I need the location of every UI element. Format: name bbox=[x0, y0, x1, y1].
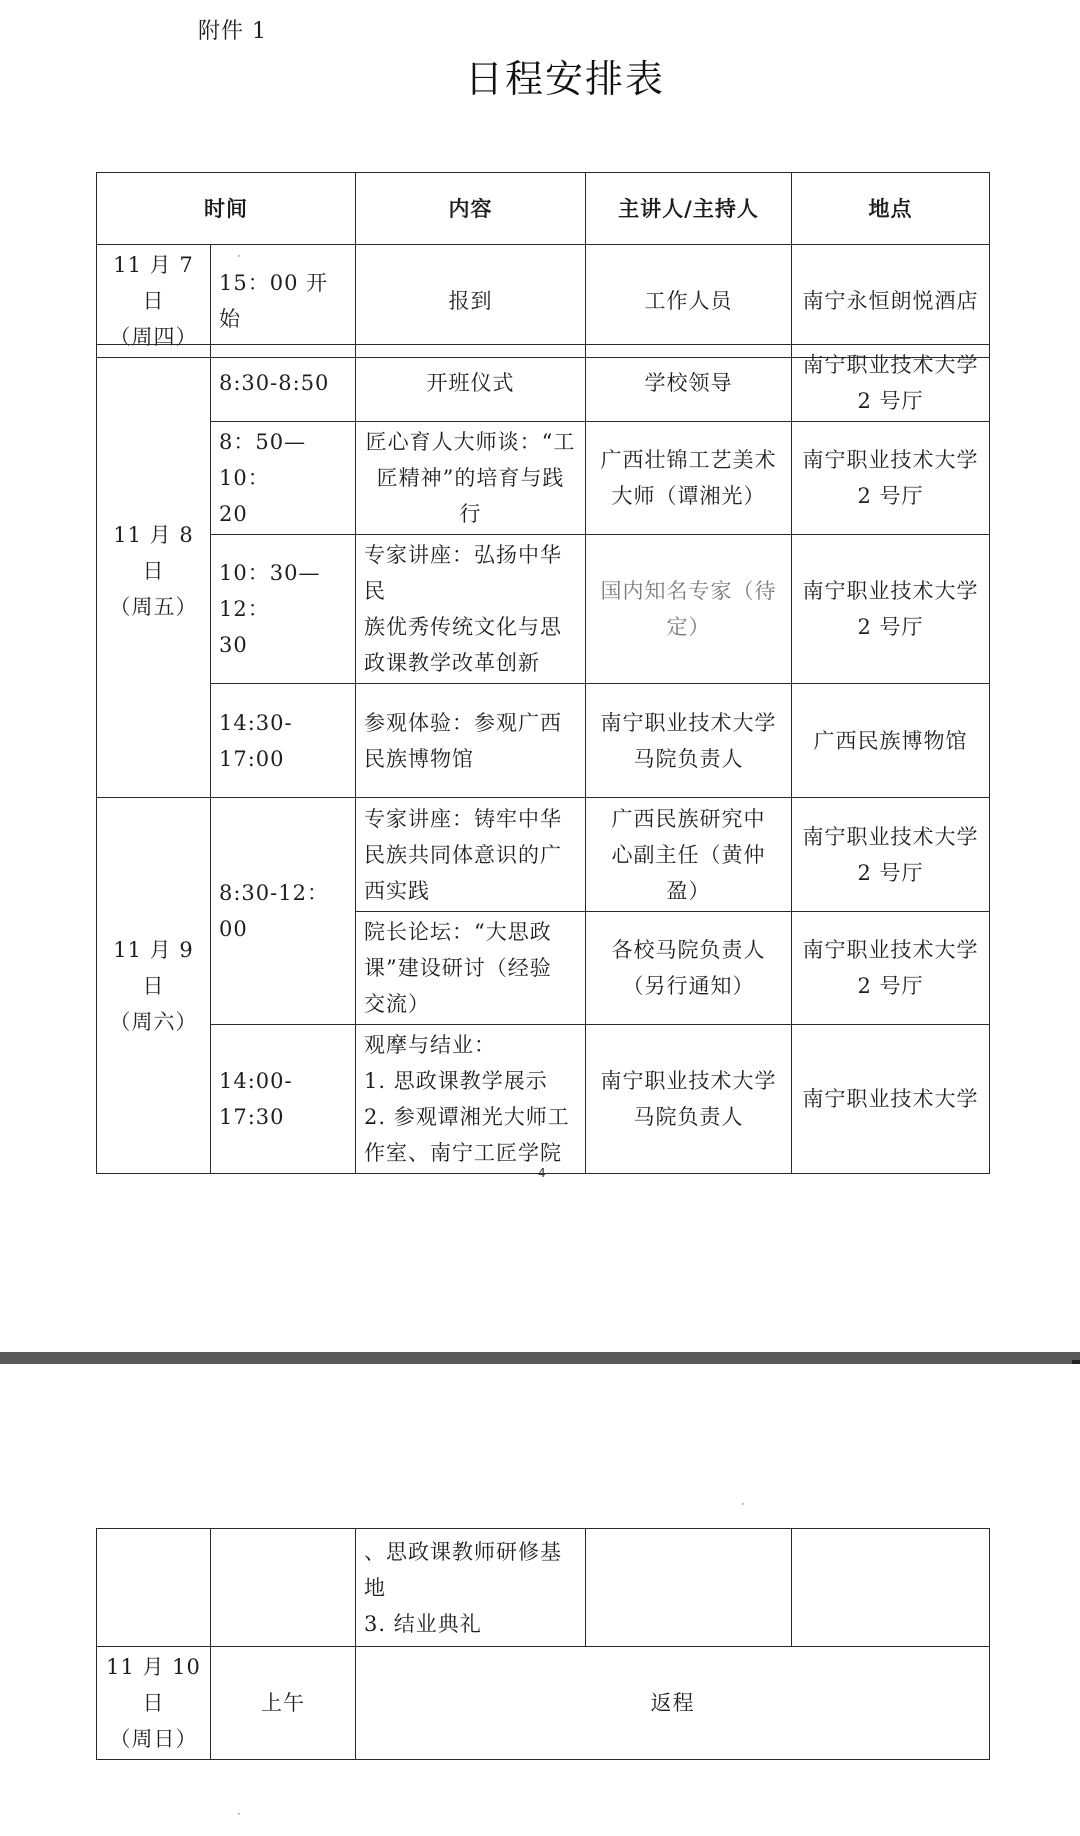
date-cell bbox=[97, 798, 211, 1174]
location-cell bbox=[792, 912, 990, 1025]
content-line: 专家讲座：铸牢中华 bbox=[364, 806, 562, 831]
table-row bbox=[97, 345, 990, 422]
schedule-table-continued bbox=[96, 1528, 990, 1760]
document-page-2 bbox=[0, 1364, 1080, 1836]
speaker-cell bbox=[586, 684, 792, 798]
content-cell bbox=[356, 1025, 586, 1174]
table-row bbox=[97, 1647, 990, 1760]
attachment-label: 附件 1 bbox=[198, 19, 267, 44]
content-line: 民族博物馆 bbox=[364, 746, 474, 771]
time-cell bbox=[211, 422, 356, 535]
speaker-line: 南宁职业技术大学 bbox=[600, 710, 777, 735]
schedule-table-main bbox=[96, 344, 990, 1174]
speaker-cell: 学校领导 bbox=[586, 345, 792, 422]
speaker-line: 马院负责人 bbox=[633, 1105, 744, 1129]
content-line: 2. 参观谭湘光大师工 bbox=[364, 1105, 570, 1129]
table-row bbox=[97, 798, 990, 912]
weekday-text: （周五） bbox=[109, 595, 198, 619]
time-line: 10：30—12： bbox=[219, 561, 321, 621]
table-row bbox=[97, 535, 990, 684]
speaker-line: 盈） bbox=[666, 878, 711, 903]
schedule-table-header bbox=[96, 172, 990, 358]
content-line: 民族共同体意识的广 bbox=[364, 842, 562, 867]
location-line: 南宁职业技术大学 bbox=[802, 938, 979, 962]
table-row bbox=[97, 1025, 990, 1174]
page-number: 4 bbox=[538, 1166, 546, 1180]
content-line: 专家讲座：弘扬中华民 bbox=[364, 543, 562, 603]
speaker-line: 各校马院负责人 bbox=[611, 938, 766, 962]
content-cell bbox=[356, 422, 586, 535]
page-divider bbox=[0, 1352, 1080, 1364]
date-text: 11 月 8 日 bbox=[113, 523, 194, 583]
speaker-line: 南宁职业技术大学 bbox=[600, 1069, 777, 1093]
content-cell bbox=[356, 912, 586, 1025]
speaker-cell bbox=[586, 1025, 792, 1174]
column-header-time: 时间 bbox=[97, 173, 356, 245]
location-cell bbox=[792, 535, 990, 684]
date-cell bbox=[97, 245, 211, 358]
location-cell: 南宁永恒朗悦酒店 bbox=[792, 245, 990, 358]
speaker-cell bbox=[586, 912, 792, 1025]
scan-speck: · bbox=[236, 246, 242, 267]
content-line: 地 bbox=[364, 1575, 386, 1600]
time-line: 20 bbox=[219, 502, 248, 526]
content-line: 行 bbox=[459, 502, 482, 526]
location-line: 2 号厅 bbox=[857, 974, 924, 998]
table-row bbox=[97, 422, 990, 535]
location-line: 南宁职业技术大学 bbox=[802, 579, 979, 603]
location-cell: 广西民族博物馆 bbox=[792, 684, 990, 798]
content-cell: 开班仪式 bbox=[356, 345, 586, 422]
location-line: 南宁职业技术大学 bbox=[802, 824, 979, 849]
content-line: 匠心育人大师谈：“工 bbox=[365, 430, 576, 454]
content-line: 参观体验：参观广西 bbox=[364, 710, 562, 735]
date-cell bbox=[97, 1647, 211, 1760]
weekday-text: （周四） bbox=[109, 325, 198, 349]
content-line: 族优秀传统文化与思 bbox=[364, 615, 562, 639]
speaker-line: 国内知名专家（待 bbox=[600, 579, 777, 603]
time-cell: 上午 bbox=[211, 1647, 356, 1760]
table-row bbox=[97, 684, 990, 798]
speaker-line: 大师（谭湘光） bbox=[611, 484, 766, 508]
content-line: 政课教学改革创新 bbox=[364, 651, 540, 675]
speaker-line: 广西民族研究中 bbox=[611, 806, 766, 831]
location-cell: 南宁职业技术大学 bbox=[792, 1025, 990, 1174]
scan-speck: · bbox=[236, 1804, 242, 1825]
content-cell bbox=[356, 1529, 586, 1647]
location-line: 2 号厅 bbox=[857, 615, 924, 639]
date-text: 11 月 9 日 bbox=[113, 937, 194, 998]
content-cell: 报到 bbox=[356, 245, 586, 358]
time-cell: 8:30-12：00 bbox=[211, 798, 356, 1025]
content-line: 匠精神”的培育与践 bbox=[376, 466, 565, 490]
content-line: 1. 思政课教学展示 bbox=[364, 1069, 548, 1093]
time-cell bbox=[211, 535, 356, 684]
date-text: 11 月 7 日 bbox=[113, 253, 194, 313]
location-line: 2 号厅 bbox=[857, 860, 924, 885]
content-line: 观摩与结业： bbox=[364, 1033, 496, 1057]
content-line: 课”建设研讨（经验 bbox=[364, 956, 552, 980]
speaker-line: 马院负责人 bbox=[633, 746, 744, 771]
location-cell bbox=[792, 798, 990, 912]
location-line: 南宁职业技术大学 bbox=[802, 353, 979, 377]
speaker-cell-empty bbox=[586, 1529, 792, 1647]
content-line: 、思政课教师研修基 bbox=[364, 1539, 562, 1564]
speaker-line: 广西壮锦工艺美术 bbox=[600, 448, 777, 472]
date-line: （周日） bbox=[109, 1727, 198, 1751]
content-line: 3. 结业典礼 bbox=[364, 1611, 482, 1636]
table-row bbox=[97, 1529, 990, 1647]
date-cell bbox=[97, 345, 211, 798]
time-cell: 14:00-17:30 bbox=[211, 1025, 356, 1174]
location-cell-empty bbox=[792, 1529, 990, 1647]
date-line: 11 月 10 bbox=[106, 1655, 201, 1679]
time-cell-empty bbox=[211, 1529, 356, 1647]
speaker-line: （另行通知） bbox=[622, 974, 755, 998]
date-line: 日 bbox=[142, 1691, 165, 1715]
location-line: 2 号厅 bbox=[857, 484, 924, 508]
column-header-speaker: 主讲人/主持人 bbox=[586, 173, 792, 245]
column-header-location: 地点 bbox=[792, 173, 990, 245]
content-cell bbox=[356, 684, 586, 798]
location-line: 2 号厅 bbox=[857, 389, 924, 413]
content-cell bbox=[356, 798, 586, 912]
time-cell: 15：00 开始 bbox=[211, 245, 356, 358]
speaker-cell bbox=[586, 422, 792, 535]
page-title: 日程安排表 bbox=[464, 57, 665, 101]
weekday-text: （周六） bbox=[109, 1009, 198, 1034]
content-line: 西实践 bbox=[364, 878, 430, 903]
speaker-line: 心副主任（黄仲 bbox=[611, 842, 766, 867]
speaker-line: 定） bbox=[666, 615, 711, 639]
speaker-cell bbox=[586, 798, 792, 912]
location-cell bbox=[792, 422, 990, 535]
content-line: 院长论坛：“大思政 bbox=[364, 920, 552, 944]
location-cell bbox=[792, 345, 990, 422]
content-line: 交流） bbox=[364, 992, 430, 1016]
date-cell-empty bbox=[97, 1529, 211, 1647]
time-cell: 14:30-17:00 bbox=[211, 684, 356, 798]
speaker-cell bbox=[586, 535, 792, 684]
content-line: 作室、南宁工匠学院 bbox=[364, 1141, 562, 1165]
content-cell bbox=[356, 535, 586, 684]
time-line: 30 bbox=[219, 633, 248, 657]
time-cell: 8:30-8:50 bbox=[211, 345, 356, 422]
location-line: 南宁职业技术大学 bbox=[802, 448, 979, 472]
scan-speck: · bbox=[740, 1494, 746, 1515]
table-row bbox=[97, 245, 990, 358]
content-cell: 返程 bbox=[356, 1647, 990, 1760]
time-line: 8：50—10： bbox=[219, 430, 307, 490]
column-header-content: 内容 bbox=[356, 173, 586, 245]
speaker-cell: 工作人员 bbox=[586, 245, 792, 358]
